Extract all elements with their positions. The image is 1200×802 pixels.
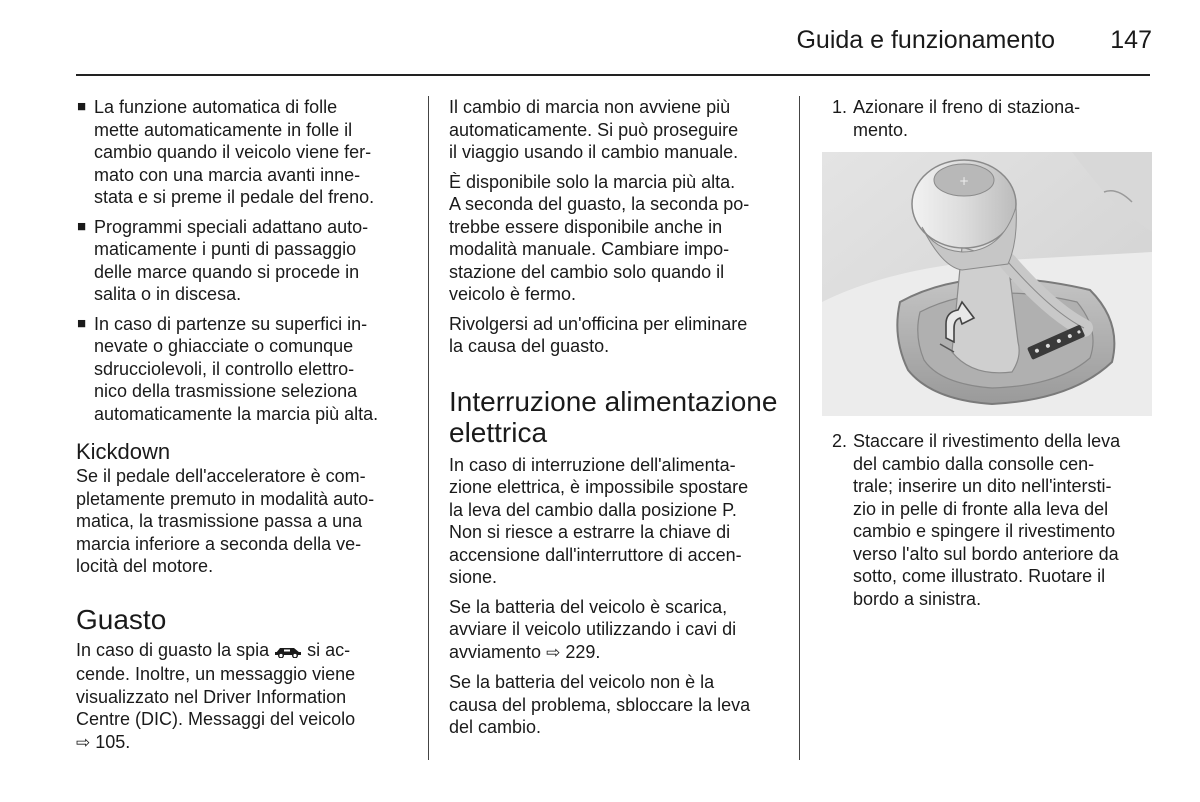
column-3 <box>822 96 1152 617</box>
text-line: mento. <box>853 119 909 140</box>
guasto-heading: Guasto <box>76 603 167 635</box>
paragraph <box>449 596 784 665</box>
paragraph <box>449 671 784 739</box>
page-reference-icon: ⇨ <box>76 732 91 752</box>
text-line: Il cambio di marcia non avviene più <box>449 97 731 117</box>
text-line: trebbe essere disponibile anche in <box>449 216 723 237</box>
paragraph <box>449 454 784 589</box>
bullet-square-icon: ■ <box>77 98 87 115</box>
text-line: pletamente premuto in modalità auto- <box>76 488 375 509</box>
text-line: zione elettrica, è impossibile spostare <box>449 477 749 497</box>
text-fragment: In caso di guasto la spia <box>76 639 270 660</box>
paragraph <box>449 313 784 358</box>
text-line <box>76 639 411 664</box>
text-line: automaticamente la marcia più alta. <box>94 403 379 424</box>
text-line: La funzione automatica di folle <box>94 97 338 117</box>
text-line: Programmi speciali adattano auto- <box>94 216 369 237</box>
column-2 <box>449 96 784 746</box>
text-line: In caso di interruzione dell'alimenta- <box>449 454 736 475</box>
text-line: delle marce quando si procede in <box>94 261 360 282</box>
text-line: Se il pedale dell'acceleratore è com- <box>76 466 366 486</box>
guasto-paragraph <box>76 639 411 755</box>
header-rule <box>76 74 1150 76</box>
text-line: In caso di partenze su superfici in- <box>94 313 368 334</box>
text-line: veicolo è fermo. <box>449 284 577 304</box>
step-item <box>822 96 1152 141</box>
bullet-square-icon: ■ <box>77 217 87 235</box>
paragraph <box>449 171 784 306</box>
bullet-item <box>76 216 411 306</box>
text-line: maticamente i punti di passaggio <box>94 239 357 259</box>
text-line: automaticamente. Si può proseguire <box>449 119 739 140</box>
text-line: sdrucciolevoli, il controllo elettro- <box>94 358 355 379</box>
text-line: stazione del cambio solo quando il <box>449 261 725 282</box>
page-number: 147 <box>1110 26 1152 54</box>
column-divider <box>799 96 800 760</box>
page-reference: 105. <box>95 731 131 752</box>
text-line: la leva del cambio dalla posizione P. <box>449 499 737 520</box>
text-line: Azionare il freno di staziona- <box>853 97 1081 117</box>
step-number: 1. <box>832 97 848 117</box>
column-1 <box>76 96 411 761</box>
text-line: accensione dall'interruttore di accen- <box>449 544 742 565</box>
kickdown-paragraph <box>76 465 411 578</box>
header-title: Guida e funzionamento <box>796 26 1055 54</box>
text-line: marcia inferiore a seconda della ve- <box>76 533 362 554</box>
text-line: zio in pelle di fronte alla leva del <box>853 498 1109 519</box>
text-line: Se la batteria del veicolo non è la <box>449 672 715 692</box>
paragraph <box>449 96 784 164</box>
text-line: mette automaticamente in folle il <box>94 119 353 140</box>
text-line: matica, la trasmissione passa a una <box>76 511 363 531</box>
step-item <box>822 430 1152 610</box>
text-line: Centre (DIC). Messaggi del veicolo <box>76 709 356 729</box>
text-line: verso l'alto sul bordo anteriore da <box>853 543 1119 564</box>
bullet-item <box>76 313 411 426</box>
text-line: la causa del guasto. <box>449 336 610 356</box>
text-line: cende. Inoltre, un messaggio viene <box>76 664 356 684</box>
text-fragment: avviamento <box>449 641 542 662</box>
text-line: cambio quando il veicolo viene fer- <box>94 142 372 162</box>
bullet-item <box>76 96 411 209</box>
column-divider <box>428 96 429 760</box>
text-line: Staccare il rivestimento della leva <box>853 431 1121 451</box>
text-line: del cambio. <box>449 717 542 737</box>
text-line: il viaggio usando il cambio manuale. <box>449 142 739 162</box>
bullet-square-icon: ■ <box>77 314 87 332</box>
text-line: nevate o ghiacciate o comunque <box>94 336 354 356</box>
text-line: A seconda del guasto, la seconda po- <box>449 194 750 214</box>
text-line <box>449 641 784 665</box>
text-line: visualizzato nel Driver Information <box>76 686 347 707</box>
page-reference-icon: ⇨ <box>546 642 561 662</box>
text-line: trale; inserire un dito nell'intersti- <box>853 476 1112 496</box>
page-reference: 229. <box>565 641 601 662</box>
text-fragment: si ac- <box>307 639 351 660</box>
text-line: salita o in discesa. <box>94 284 242 304</box>
text-line: sotto, come illustrato. Ruotare il <box>853 566 1106 586</box>
text-line: modalità manuale. Cambiare impo- <box>449 239 730 259</box>
text-line: Se la batteria del veicolo è scarica, <box>449 596 728 617</box>
text-line: stata e si preme il pedale del freno. <box>94 187 375 207</box>
text-line: mato con una marcia avanti inne- <box>94 164 361 185</box>
gear-lever-illustration <box>822 152 1152 416</box>
text-line: del cambio dalla consolle cen- <box>853 453 1095 474</box>
kickdown-heading: Kickdown <box>76 439 171 464</box>
power-interruption-heading <box>449 386 784 448</box>
text-line <box>76 731 411 755</box>
heading-line: Interruzione alimentazione <box>449 385 778 417</box>
text-line: avviare il veicolo utilizzando i cavi di <box>449 619 737 639</box>
heading-line: elettrica <box>449 416 548 448</box>
text-line: Rivolgersi ad un'officina per eliminare <box>449 313 748 334</box>
text-line: sione. <box>449 567 498 587</box>
step-number: 2. <box>832 431 848 451</box>
text-line: causa del problema, sbloccare la leva <box>449 694 751 715</box>
svg-text:+: + <box>958 174 970 188</box>
text-line: nico della trasmissione seleziona <box>94 381 358 401</box>
text-line: locità del motore. <box>76 556 214 576</box>
text-line: Non si riesce a estrarre la chiave di <box>449 522 731 542</box>
transmission-warning-icon <box>274 641 302 664</box>
text-line: bordo a sinistra. <box>853 588 982 609</box>
text-line: cambio e spingere il rivestimento <box>853 521 1116 541</box>
text-line: È disponibile solo la marcia più alta. <box>449 171 736 192</box>
